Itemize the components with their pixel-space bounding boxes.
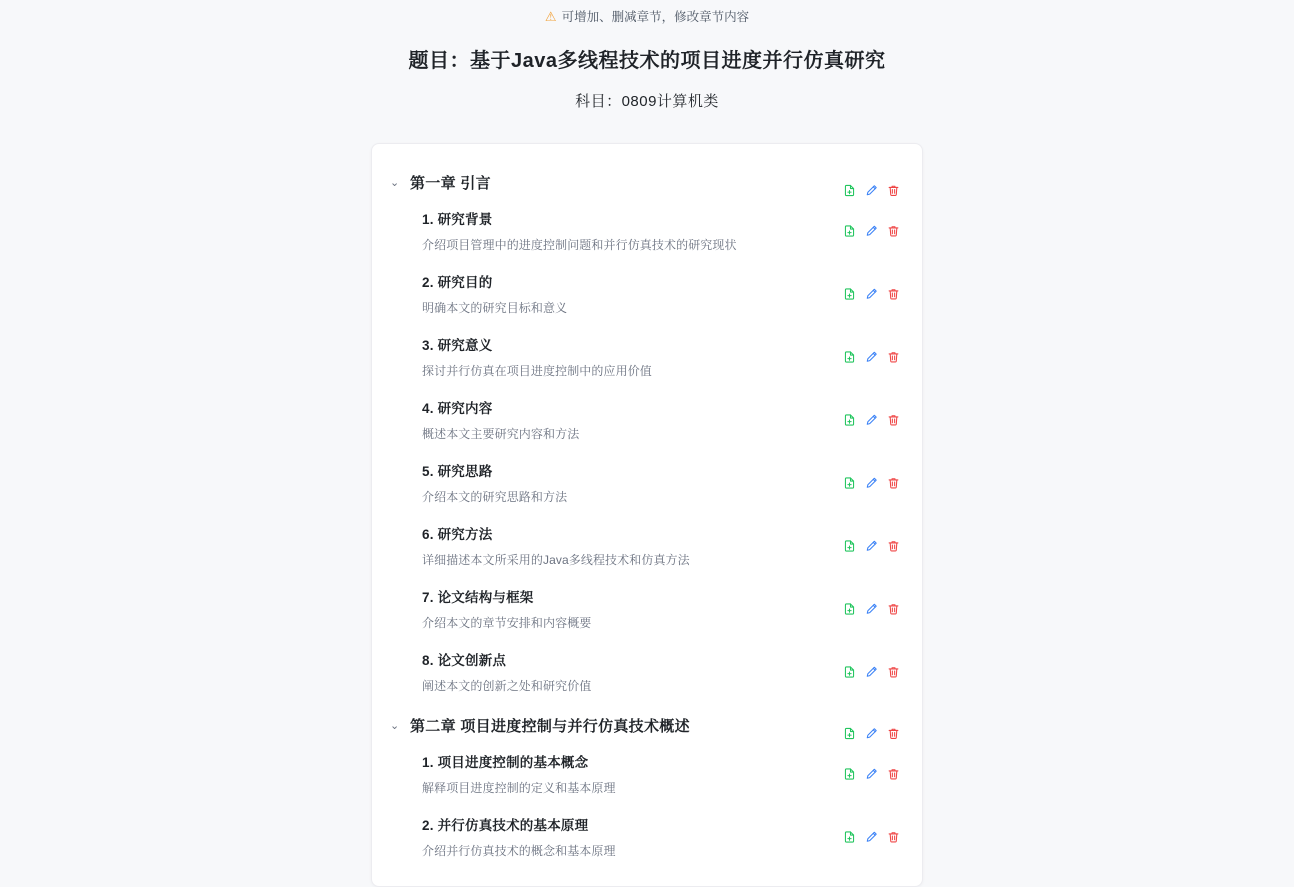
section	[390, 451, 900, 514]
edit-icon[interactable]	[865, 184, 878, 197]
section-row	[390, 262, 900, 325]
outline-card	[371, 143, 923, 887]
edit-icon[interactable]	[865, 413, 878, 426]
section-row	[390, 199, 900, 262]
edit-icon[interactable]	[865, 830, 878, 843]
section-title: 3. 研究意义	[422, 338, 493, 353]
section-title: 4. 研究内容	[422, 401, 493, 416]
row-actions	[843, 727, 900, 740]
delete-icon[interactable]	[887, 727, 900, 740]
row-actions	[843, 350, 900, 363]
section	[390, 805, 900, 868]
section	[390, 325, 900, 388]
add-icon[interactable]	[843, 350, 856, 363]
section-description: 探讨并行仿真在项目进度控制中的应用价值	[422, 364, 652, 378]
row-actions	[843, 830, 900, 843]
chevron-down-icon[interactable]: ⌄	[390, 177, 400, 189]
section-description: 解释项目进度控制的定义和基本原理	[422, 781, 616, 795]
edit-icon[interactable]	[865, 665, 878, 678]
page-title: 题目：基于Java多线程技术的项目进度并行仿真研究	[408, 50, 886, 72]
delete-icon[interactable]	[887, 287, 900, 300]
delete-icon[interactable]	[887, 602, 900, 615]
edit-icon[interactable]	[865, 602, 878, 615]
chapter-header[interactable]	[390, 709, 900, 742]
section-row	[390, 514, 900, 577]
notice-text: 可增加、删减章节，修改章节内容	[561, 10, 750, 24]
add-icon[interactable]	[843, 830, 856, 843]
add-icon[interactable]	[843, 287, 856, 300]
section-title: 2. 研究目的	[422, 275, 493, 290]
title-block	[0, 44, 1294, 111]
section	[390, 577, 900, 640]
section-title: 8. 论文创新点	[422, 653, 507, 668]
section-description: 介绍本文的章节安排和内容概要	[422, 616, 592, 630]
chapter-row	[390, 709, 900, 742]
add-icon[interactable]	[843, 413, 856, 426]
add-icon[interactable]	[843, 665, 856, 678]
row-actions	[843, 287, 900, 300]
edit-icon[interactable]	[865, 224, 878, 237]
row-actions	[843, 224, 900, 237]
section	[390, 514, 900, 577]
section-title: 6. 研究方法	[422, 527, 493, 542]
section-row	[390, 640, 900, 703]
row-actions	[843, 476, 900, 489]
delete-icon[interactable]	[887, 476, 900, 489]
edit-icon[interactable]	[865, 476, 878, 489]
section-description: 阐述本文的创新之处和研究价值	[422, 679, 592, 693]
section-description: 概述本文主要研究内容和方法	[422, 427, 580, 441]
section-title: 1. 研究背景	[422, 212, 493, 227]
chapter-title: 第一章 引言	[410, 175, 491, 192]
section	[390, 640, 900, 703]
edit-icon[interactable]	[865, 287, 878, 300]
add-icon[interactable]	[843, 727, 856, 740]
add-icon[interactable]	[843, 184, 856, 197]
section	[390, 199, 900, 262]
section-description: 介绍项目管理中的进度控制问题和并行仿真技术的研究现状	[422, 238, 737, 252]
add-icon[interactable]	[843, 767, 856, 780]
delete-icon[interactable]	[887, 184, 900, 197]
notice-bar	[0, 0, 1294, 26]
chapter	[390, 703, 900, 868]
add-icon[interactable]	[843, 602, 856, 615]
add-icon[interactable]	[843, 539, 856, 552]
row-actions	[843, 539, 900, 552]
edit-icon[interactable]	[865, 767, 878, 780]
row-actions	[843, 602, 900, 615]
chevron-down-icon[interactable]: ⌄	[390, 720, 400, 732]
section	[390, 742, 900, 805]
section-title: 7. 论文结构与框架	[422, 590, 534, 605]
row-actions	[843, 413, 900, 426]
section-title: 1. 项目进度控制的基本概念	[422, 755, 589, 770]
chapter-row	[390, 166, 900, 199]
chapter-title: 第二章 项目进度控制与并行仿真技术概述	[410, 718, 690, 735]
add-icon[interactable]	[843, 224, 856, 237]
warning-icon: ⚠	[544, 8, 557, 24]
section-description: 介绍并行仿真技术的概念和基本原理	[422, 844, 616, 858]
section-row	[390, 388, 900, 451]
edit-icon[interactable]	[865, 539, 878, 552]
section-title: 2. 并行仿真技术的基本原理	[422, 818, 589, 833]
chapter-header[interactable]	[390, 166, 900, 199]
delete-icon[interactable]	[887, 350, 900, 363]
edit-icon[interactable]	[865, 727, 878, 740]
section-description: 详细描述本文所采用的Java多线程技术和仿真方法	[422, 553, 690, 567]
delete-icon[interactable]	[887, 224, 900, 237]
row-actions	[843, 665, 900, 678]
edit-icon[interactable]	[865, 350, 878, 363]
add-icon[interactable]	[843, 476, 856, 489]
section	[390, 388, 900, 451]
delete-icon[interactable]	[887, 413, 900, 426]
chapter	[390, 160, 900, 703]
row-actions	[843, 767, 900, 780]
section	[390, 262, 900, 325]
section-row	[390, 742, 900, 805]
subject-line: 科目：0809计算机类	[575, 93, 719, 110]
delete-icon[interactable]	[887, 539, 900, 552]
section-row	[390, 325, 900, 388]
delete-icon[interactable]	[887, 830, 900, 843]
row-actions	[843, 184, 900, 197]
section-row	[390, 805, 900, 868]
section-row	[390, 577, 900, 640]
section-description: 介绍本文的研究思路和方法	[422, 490, 568, 504]
delete-icon[interactable]	[887, 665, 900, 678]
section-title: 5. 研究思路	[422, 464, 493, 479]
section-row	[390, 451, 900, 514]
delete-icon[interactable]	[887, 767, 900, 780]
section-description: 明确本文的研究目标和意义	[422, 301, 568, 315]
